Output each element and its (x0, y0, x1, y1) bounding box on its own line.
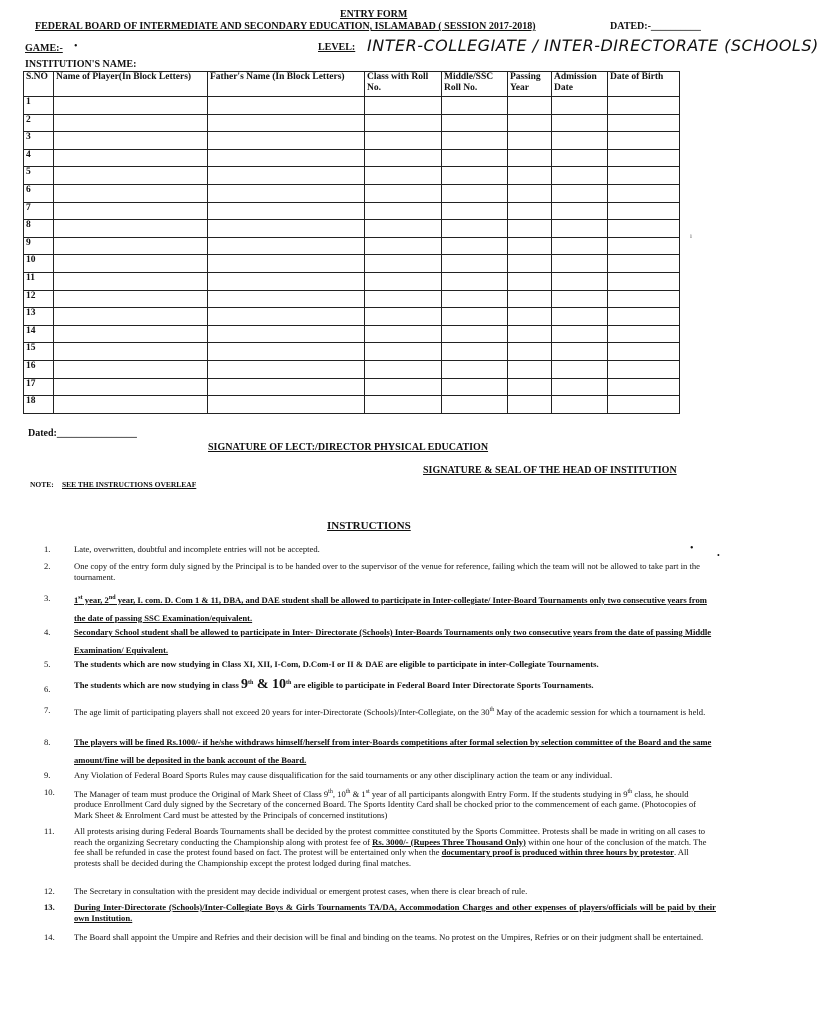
level-label: LEVEL: (318, 42, 356, 53)
middle-ssc-cell[interactable] (442, 343, 508, 361)
admission-date-cell[interactable] (552, 308, 608, 326)
instruction-text: Any Violation of Federal Board Sports Rules may cause disqualification for the said tournaments or any other disciplinary action the team or any individual. (74, 770, 613, 780)
class-roll-cell[interactable] (365, 202, 442, 220)
middle-ssc-cell[interactable] (442, 360, 508, 378)
instruction-number: 1. (44, 544, 51, 554)
dob-cell[interactable] (608, 97, 680, 115)
admission-date-cell[interactable] (552, 202, 608, 220)
dob-cell[interactable] (608, 396, 680, 414)
admission-date-cell[interactable] (552, 396, 608, 414)
admission-date-cell[interactable] (552, 343, 608, 361)
class-roll-cell[interactable] (365, 290, 442, 308)
class-roll-cell[interactable] (365, 132, 442, 150)
player-name-cell[interactable] (54, 290, 208, 308)
father-name-cell[interactable] (208, 255, 365, 273)
player-name-cell[interactable] (54, 378, 208, 396)
player-name-cell[interactable] (54, 149, 208, 167)
passing-year-cell[interactable] (508, 149, 552, 167)
player-name-cell[interactable] (54, 114, 208, 132)
instruction-number: 4. (44, 627, 51, 637)
col-header-class-roll: Class with Roll No. (365, 72, 442, 97)
middle-ssc-cell[interactable] (442, 132, 508, 150)
dob-cell[interactable] (608, 167, 680, 185)
level-handwritten-value: INTER-COLLEGIATE / INTER-DIRECTORATE (SCHOOLS) (367, 36, 819, 55)
instruction-text: The age limit of participating players shall not exceed 20 years for inter-Directorate (Schools)/Inter-Collegiate, on the 30th May of the academic session for which a tournament is held. (74, 706, 706, 717)
note-text: SEE THE INSTRUCTIONS OVERLEAF (62, 480, 197, 489)
passing-year-cell[interactable] (508, 97, 552, 115)
admission-date-cell[interactable] (552, 360, 608, 378)
instruction-text: During Inter-Directorate (Schools)/Inter-Collegiate Boys & Girls Tournaments TA/DA, Accommodation Charges and other expenses of players/officials will be paid by their own Institution. (74, 902, 716, 923)
class-roll-cell[interactable] (365, 378, 442, 396)
dob-cell[interactable] (608, 290, 680, 308)
instruction-number: 12. (44, 886, 55, 896)
table-row (24, 202, 680, 220)
table-row (24, 97, 680, 115)
instruction-text: One copy of the entry form duly signed by the Principal is to be handed over to the supervisor of the venue for reference, failing which the team will not be allowed to take part in the tournament. (74, 561, 700, 582)
father-name-cell[interactable] (208, 343, 365, 361)
instruction-number: 2. (44, 561, 51, 571)
table-row (24, 396, 680, 414)
admission-date-cell[interactable] (552, 325, 608, 343)
sno-cell: 13 (24, 308, 54, 326)
instruction-number: 13. (44, 902, 55, 912)
instruction-number: 6. (44, 684, 51, 694)
instruction-number: 10. (44, 787, 55, 797)
middle-ssc-cell[interactable] (442, 325, 508, 343)
instructions-title: INSTRUCTIONS (327, 520, 411, 532)
dob-cell[interactable] (608, 184, 680, 202)
game-label: GAME:- (25, 43, 63, 54)
passing-year-cell[interactable] (508, 360, 552, 378)
father-name-cell[interactable] (208, 184, 365, 202)
admission-date-cell[interactable] (552, 237, 608, 255)
passing-year-cell[interactable] (508, 220, 552, 238)
dob-cell[interactable] (608, 343, 680, 361)
sno-cell: 12 (24, 290, 54, 308)
player-name-cell[interactable] (54, 396, 208, 414)
institution-label: INSTITUTION'S NAME: (25, 59, 137, 70)
admission-date-cell[interactable] (552, 97, 608, 115)
passing-year-cell[interactable] (508, 272, 552, 290)
class-roll-cell[interactable] (365, 360, 442, 378)
player-name-cell[interactable] (54, 272, 208, 290)
admission-date-cell[interactable] (552, 290, 608, 308)
middle-ssc-cell[interactable] (442, 308, 508, 326)
class-roll-cell[interactable] (365, 114, 442, 132)
sno-cell: 16 (24, 360, 54, 378)
instruction-text: The Board shall appoint the Umpire and Refries and their decision will be final and binding on the teams. No protest on the Umpires, Refries or on their judgment shall be entertained. (74, 932, 704, 942)
father-name-cell[interactable] (208, 97, 365, 115)
class-roll-cell[interactable] (365, 343, 442, 361)
signature-head-institution: SIGNATURE & SEAL OF THE HEAD OF INSTITUTION (423, 465, 677, 476)
admission-date-cell[interactable] (552, 272, 608, 290)
father-name-cell[interactable] (208, 290, 365, 308)
class-roll-cell[interactable] (365, 149, 442, 167)
father-name-cell[interactable] (208, 132, 365, 150)
table-row (24, 308, 680, 326)
col-header-dob: Date of Birth (608, 72, 680, 97)
dob-cell[interactable] (608, 378, 680, 396)
player-name-cell[interactable] (54, 202, 208, 220)
dated-footer-field[interactable]: Dated:________________ (28, 428, 137, 439)
father-name-cell[interactable] (208, 308, 365, 326)
instruction-text: All protests arising during Federal Boards Tournaments shall be decided by the protest committee constituted by the Sports Committee. Protests shall be made in writing on all cases to reach the organizing Secretary conducting the Championship along with protest fee of Rs. 3000/- (Rupees Three Thousand Only) within one hour of the conclusion of the match. The fee shall be refunded in case the protest found based on fact. The protest will be entertained only when the documentary proof is produced within three hours by protestor. All protests shall be decided during the Championship except the protest lodged during final matches. (74, 826, 707, 868)
dob-cell[interactable] (608, 237, 680, 255)
sno-cell: 6 (24, 184, 54, 202)
col-header-passing-year: Passing Year (508, 72, 552, 97)
sno-cell: 7 (24, 202, 54, 220)
passing-year-cell[interactable] (508, 132, 552, 150)
col-header-middle-ssc: Middle/SSC Roll No. (442, 72, 508, 97)
admission-date-cell[interactable] (552, 378, 608, 396)
passing-year-cell[interactable] (508, 308, 552, 326)
player-name-cell[interactable] (54, 343, 208, 361)
table-row (24, 255, 680, 273)
sno-cell: 14 (24, 325, 54, 343)
passing-year-cell[interactable] (508, 378, 552, 396)
passing-year-cell[interactable] (508, 167, 552, 185)
middle-ssc-cell[interactable] (442, 149, 508, 167)
instruction-text: 1st year, 2nd year, I. com. D. Com 1 & 11, DBA, and DAE student shall be allowed to participate in Inter-collegiate/ Inter-Board Tournaments only two consecutive years from the date of passing SSC Examination/equivalent. (74, 594, 707, 623)
table-header-row (24, 72, 680, 97)
instruction-number: 14. (44, 932, 55, 942)
father-name-cell[interactable] (208, 378, 365, 396)
father-name-cell[interactable] (208, 167, 365, 185)
player-name-cell[interactable] (54, 255, 208, 273)
player-name-cell[interactable] (54, 308, 208, 326)
instruction-text: The Secretary in consultation with the president may decide individual or emergent protest cases, when there is clear breach of rule. (74, 886, 528, 896)
middle-ssc-cell[interactable] (442, 290, 508, 308)
col-header-player-name: Name of Player(In Block Letters) (54, 72, 208, 97)
class-roll-cell[interactable] (365, 255, 442, 273)
class-roll-cell[interactable] (365, 97, 442, 115)
middle-ssc-cell[interactable] (442, 396, 508, 414)
table-row (24, 378, 680, 396)
table-row (24, 114, 680, 132)
table-row (24, 220, 680, 238)
middle-ssc-cell[interactable] (442, 378, 508, 396)
table-row (24, 343, 680, 361)
player-entry-table (23, 71, 680, 414)
father-name-cell[interactable] (208, 360, 365, 378)
instruction-text: The Manager of team must produce the Original of Mark Sheet of Class 9th, 10th & 1st year of all participants alongwith Entry Form. If the students studying in 9th class, he should produce Enrollment Card duly signed by the Secretary of the concerned Board. The Sports Identity Card shall be chocked prior to the commencement of each game. (Photocopies of Mark Sheet & Enrolment Card must be attested by the Principals of concerned institutions) (74, 788, 696, 820)
class-roll-cell[interactable] (365, 272, 442, 290)
dob-cell[interactable] (608, 325, 680, 343)
sno-cell: 4 (24, 149, 54, 167)
table-row (24, 272, 680, 290)
passing-year-cell[interactable] (508, 202, 552, 220)
passing-year-cell[interactable] (508, 114, 552, 132)
table-row (24, 237, 680, 255)
admission-date-cell[interactable] (552, 184, 608, 202)
table-row (24, 167, 680, 185)
middle-ssc-cell[interactable] (442, 255, 508, 273)
player-name-cell[interactable] (54, 237, 208, 255)
admission-date-cell[interactable] (552, 149, 608, 167)
father-name-cell[interactable] (208, 272, 365, 290)
table-row (24, 132, 680, 150)
middle-ssc-cell[interactable] (442, 97, 508, 115)
bullet-mark: • (690, 543, 694, 554)
dob-cell[interactable] (608, 272, 680, 290)
instruction-number: 3. (44, 593, 51, 603)
signature-lect-director: SIGNATURE OF LECT:/DIRECTOR PHYSICAL EDUCATION (208, 442, 489, 453)
dob-cell[interactable] (608, 360, 680, 378)
dob-cell[interactable] (608, 308, 680, 326)
sno-cell: 3 (24, 132, 54, 150)
player-name-cell[interactable] (54, 325, 208, 343)
passing-year-cell[interactable] (508, 255, 552, 273)
bullet-mark: • (74, 41, 78, 52)
father-name-cell[interactable] (208, 220, 365, 238)
sno-cell: 9 (24, 237, 54, 255)
sno-cell: 11 (24, 272, 54, 290)
class-roll-cell[interactable] (365, 325, 442, 343)
col-header-sno: S.NO (24, 72, 54, 97)
admission-date-cell[interactable] (552, 114, 608, 132)
instruction-text: The players will be fined Rs.1000/- if he/she withdraws himself/herself from inter-Boards competitions after formal selection by selection committee of the Board and the same amount/fine will be deposited in the bank account of the Board. (74, 737, 712, 765)
sno-cell: 5 (24, 167, 54, 185)
admission-date-cell[interactable] (552, 220, 608, 238)
dob-cell[interactable] (608, 255, 680, 273)
dob-cell[interactable] (608, 220, 680, 238)
instruction-number: 7. (44, 705, 51, 715)
table-row (24, 184, 680, 202)
father-name-cell[interactable] (208, 149, 365, 167)
col-header-father-name: Father's Name (In Block Letters) (208, 72, 365, 97)
class-roll-cell[interactable] (365, 308, 442, 326)
father-name-cell[interactable] (208, 202, 365, 220)
passing-year-cell[interactable] (508, 237, 552, 255)
col-header-admission-date: Admission Date (552, 72, 608, 97)
class-roll-cell[interactable] (365, 220, 442, 238)
table-row (24, 290, 680, 308)
middle-ssc-cell[interactable] (442, 272, 508, 290)
father-name-cell[interactable] (208, 396, 365, 414)
class-roll-cell[interactable] (365, 184, 442, 202)
middle-ssc-cell[interactable] (442, 114, 508, 132)
passing-year-cell[interactable] (508, 343, 552, 361)
class-roll-cell[interactable] (365, 167, 442, 185)
passing-year-cell[interactable] (508, 290, 552, 308)
sno-cell: 10 (24, 255, 54, 273)
sno-cell: 15 (24, 343, 54, 361)
admission-date-cell[interactable] (552, 167, 608, 185)
passing-year-cell[interactable] (508, 325, 552, 343)
player-name-cell[interactable] (54, 132, 208, 150)
player-name-cell[interactable] (54, 220, 208, 238)
middle-ssc-cell[interactable] (442, 167, 508, 185)
instruction-text: The students which are now studying in class 9th & 10th are eligible to participate in Federal Board Inter Directorate Sports Tournaments. (74, 676, 594, 692)
board-heading: FEDERAL BOARD OF INTERMEDIATE AND SECONDARY EDUCATION, ISLAMABAD ( SESSION 2017-2018) (35, 21, 536, 32)
sno-cell: 17 (24, 378, 54, 396)
passing-year-cell[interactable] (508, 184, 552, 202)
dob-cell[interactable] (608, 202, 680, 220)
bullet-mark: • (717, 551, 720, 560)
admission-date-cell[interactable] (552, 132, 608, 150)
dob-cell[interactable] (608, 114, 680, 132)
instruction-number: 11. (44, 826, 55, 836)
sno-cell: 8 (24, 220, 54, 238)
table-row (24, 325, 680, 343)
player-name-cell[interactable] (54, 360, 208, 378)
player-name-cell[interactable] (54, 167, 208, 185)
instruction-number: 8. (44, 737, 51, 747)
middle-ssc-cell[interactable] (442, 237, 508, 255)
class-roll-cell[interactable] (365, 237, 442, 255)
instruction-number: 9. (44, 770, 51, 780)
middle-ssc-cell[interactable] (442, 184, 508, 202)
father-name-cell[interactable] (208, 237, 365, 255)
form-title: ENTRY FORM (340, 9, 408, 20)
player-name-cell[interactable] (54, 97, 208, 115)
table-row (24, 149, 680, 167)
dated-field[interactable]: DATED:-__________ (610, 21, 701, 32)
class-roll-cell[interactable] (365, 396, 442, 414)
passing-year-cell[interactable] (508, 396, 552, 414)
sno-cell: 18 (24, 396, 54, 414)
sno-cell: 1 (24, 97, 54, 115)
father-name-cell[interactable] (208, 114, 365, 132)
table-row (24, 360, 680, 378)
dob-cell[interactable] (608, 132, 680, 150)
sno-cell: 2 (24, 114, 54, 132)
instruction-text: The students which are now studying in Class XI, XII, I-Com, D.Com-I or II & DAE are eligible to participate in inter-Collegiate Tournaments. (74, 659, 599, 669)
admission-date-cell[interactable] (552, 255, 608, 273)
note-label: NOTE: (30, 480, 54, 489)
instruction-text: Secondary School student shall be allowed to participate in Inter- Directorate (Schools) Inter-Boards Tournaments only two consecutive years from the date of passing Middle Examination/ Equivalent. (74, 627, 712, 655)
stray-mark: ı (690, 232, 692, 240)
middle-ssc-cell[interactable] (442, 220, 508, 238)
instruction-number: 5. (44, 659, 51, 669)
player-name-cell[interactable] (54, 184, 208, 202)
instruction-text: Late, overwritten, doubtful and incomplete entries will not be accepted. (74, 544, 320, 554)
middle-ssc-cell[interactable] (442, 202, 508, 220)
father-name-cell[interactable] (208, 325, 365, 343)
dob-cell[interactable] (608, 149, 680, 167)
